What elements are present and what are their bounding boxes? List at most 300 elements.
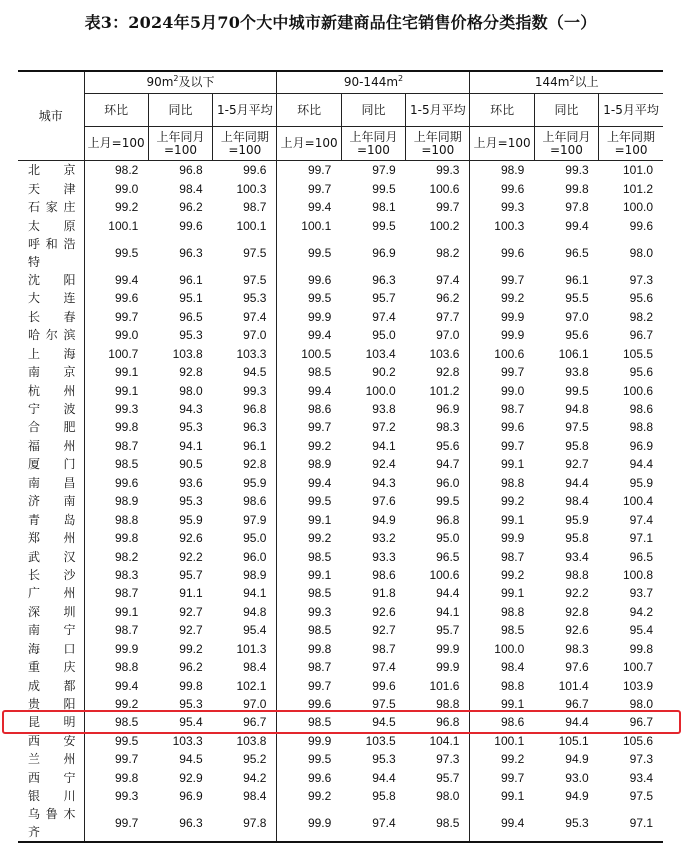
index-value: 96.9 [406,400,470,418]
index-value: 92.8 [179,365,203,380]
index-value: 94.9 [372,512,396,527]
index-value: 99.2 [500,752,525,767]
index-value: 96.3 [179,245,203,260]
index-value: 92.7 [179,604,203,619]
index-value: 99.9 [307,733,332,748]
index-value: 100.0 [622,200,653,215]
index-value: 99.7 [307,420,332,435]
index-value: 99.7 [500,272,525,287]
index-value: 95.4 [629,623,653,638]
city-name: 南京 [18,363,84,381]
index-value: 97.0 [565,309,589,324]
city-name: 南宁 [18,621,84,639]
index-value: 96.9 [372,245,396,260]
city-name: 北京 [18,161,84,180]
table-row [18,455,663,473]
city-name: 西安 [18,732,84,750]
index-value: 94.5 [213,363,277,381]
city-name: 石家庄 [18,198,84,216]
index-value: 98.0 [179,383,203,398]
index-value: 95.0 [372,328,396,343]
table-row [18,510,663,528]
index-value: 96.0 [213,547,277,565]
index-value: 95.9 [179,512,203,527]
index-value: 97.9 [372,163,396,178]
index-value: 98.8 [629,420,653,435]
table-row [18,640,663,658]
base-same-period-last-year: 上年同期=100 [213,127,277,161]
index-value: 98.2 [629,309,653,324]
base-same-period-last-year: 上年同期=100 [599,127,663,161]
index-value: 99.5 [406,492,470,510]
index-value: 92.6 [565,623,589,638]
table-row [18,363,663,381]
table-row [18,400,663,418]
index-value: 98.8 [406,695,470,713]
index-value: 97.4 [213,308,277,326]
index-value: 92.7 [565,457,589,472]
index-value: 91.1 [179,586,203,601]
index-value: 100.1 [301,218,332,233]
index-value: 99.2 [500,291,525,306]
index-value: 93.4 [629,770,653,785]
index-value: 96.1 [213,437,277,455]
index-value: 98.8 [500,678,525,693]
city-name: 宁波 [18,400,84,418]
city-name: 成都 [18,676,84,694]
city-name: 大连 [18,289,84,307]
index-value: 99.1 [114,365,139,380]
index-value: 95.4 [213,621,277,639]
index-value: 93.7 [629,586,653,601]
city-name: 海口 [18,640,84,658]
index-value: 99.2 [307,531,332,546]
table-row [18,474,663,492]
index-value: 99.5 [307,752,332,767]
city-name: 武汉 [18,547,84,565]
index-value: 98.7 [213,198,277,216]
index-value: 100.6 [622,383,653,398]
table-row [18,326,663,344]
table-row [18,732,663,750]
index-value: 97.8 [565,200,589,215]
index-value: 96.8 [213,400,277,418]
index-value: 99.7 [114,309,139,324]
index-value: 96.5 [406,547,470,565]
index-value: 99.1 [500,789,525,804]
index-value: 98.6 [629,402,653,417]
index-value: 98.7 [500,402,525,417]
index-value: 98.2 [114,549,139,564]
index-value: 99.5 [372,218,396,233]
index-value: 97.5 [213,271,277,289]
index-value: 98.4 [565,494,589,509]
index-value: 98.3 [565,641,589,656]
index-value: 98.7 [114,623,139,638]
index-value: 97.4 [372,660,396,675]
index-value: 99.4 [565,218,589,233]
index-value: 92.6 [179,531,203,546]
index-value: 99.0 [500,383,525,398]
index-value: 97.5 [629,789,653,804]
index-value: 97.5 [565,420,589,435]
index-value: 98.8 [500,475,525,490]
index-value: 100.2 [406,216,470,234]
table-row [18,216,663,234]
index-value: 98.6 [307,402,332,417]
index-value: 96.7 [565,697,589,712]
table-row [18,289,663,307]
index-value: 94.8 [565,402,589,417]
index-value: 104.1 [406,732,470,750]
index-value: 97.0 [406,326,470,344]
index-value: 96.5 [565,245,589,260]
index-value: 100.5 [301,346,332,361]
index-value: 95.9 [213,474,277,492]
index-value: 93.8 [565,365,589,380]
index-value: 97.4 [372,309,396,324]
base-same-month-last-year: 上年同月=100 [341,127,405,161]
index-value: 103.9 [622,678,653,693]
index-value: 96.9 [179,789,203,804]
index-value: 98.5 [114,715,139,730]
index-value: 94.4 [406,584,470,602]
index-value: 97.3 [629,272,653,287]
index-value: 94.4 [565,715,589,730]
index-value: 92.4 [372,457,396,472]
index-value: 94.8 [213,603,277,621]
city-name: 重庆 [18,658,84,676]
index-value: 98.3 [406,418,470,436]
index-value: 95.6 [565,328,589,343]
index-value: 96.8 [406,713,470,731]
index-value: 99.5 [307,494,332,509]
index-value: 98.1 [372,200,396,215]
index-value: 99.6 [372,678,396,693]
index-value: 100.4 [622,494,653,509]
index-value: 99.4 [307,200,332,215]
index-value: 98.7 [307,660,332,675]
index-value: 99.1 [114,383,139,398]
index-value: 97.5 [213,235,277,271]
index-value: 90.2 [372,365,396,380]
index-value: 96.3 [372,272,396,287]
index-value: 99.6 [179,218,203,233]
index-value: 97.4 [341,805,405,842]
index-value: 94.2 [629,604,653,619]
table-row [18,547,663,565]
index-value: 96.1 [565,272,589,287]
table-row [18,179,663,197]
index-value: 100.1 [213,216,277,234]
city-name: 广州 [18,584,84,602]
index-value: 99.4 [307,328,332,343]
base-same-month-last-year: 上年同月=100 [148,127,212,161]
city-name: 杭州 [18,381,84,399]
index-value: 99.9 [406,658,470,676]
index-value: 93.6 [179,475,203,490]
city-name: 银川 [18,787,84,805]
label-yoy: 同比 [534,94,598,127]
index-value: 101.4 [558,678,589,693]
index-value: 98.9 [213,566,277,584]
index-value: 103.5 [365,733,396,748]
index-value: 99.1 [500,457,525,472]
table-row [18,695,663,713]
index-value: 97.6 [565,660,589,675]
city-name: 贵阳 [18,695,84,713]
index-value: 99.8 [629,641,653,656]
index-value: 98.4 [500,660,525,675]
index-value: 105.6 [622,733,653,748]
index-value: 93.2 [372,531,396,546]
index-value: 99.7 [307,678,332,693]
index-value: 98.8 [500,604,525,619]
index-value: 99.1 [500,586,525,601]
index-value: 105.5 [622,346,653,361]
index-value: 97.9 [213,510,277,528]
index-value: 102.1 [213,676,277,694]
index-value: 95.3 [213,289,277,307]
index-value: 99.6 [307,272,332,287]
city-name: 天津 [18,179,84,197]
index-value: 96.0 [406,474,470,492]
index-value: 101.6 [406,676,470,694]
index-value: 97.6 [372,494,396,509]
index-value: 99.8 [114,770,139,785]
index-value: 99.0 [114,181,139,196]
index-value: 99.7 [500,365,525,380]
city-column-header: 城市 [18,71,84,161]
table-row [18,769,663,787]
table-row [18,603,663,621]
index-value: 106.1 [558,346,589,361]
table-row [18,566,663,584]
index-value: 99.6 [500,420,525,435]
index-value: 99.1 [114,604,139,619]
index-value: 99.9 [406,640,470,658]
label-yoy: 同比 [341,94,405,127]
index-value: 100.0 [365,383,396,398]
index-value: 92.2 [565,586,589,601]
index-value: 93.3 [372,549,396,564]
city-name: 西宁 [18,769,84,787]
index-value: 95.0 [213,529,277,547]
index-value: 95.0 [406,529,470,547]
index-value: 98.8 [114,512,139,527]
index-value: 99.8 [565,181,589,196]
city-name: 济南 [18,492,84,510]
table-row [18,787,663,805]
base-prev-month: 上月=100 [84,127,148,161]
city-name: 南昌 [18,474,84,492]
index-value: 99.6 [500,181,525,196]
index-value: 99.6 [500,245,525,260]
city-name: 合肥 [18,418,84,436]
index-value: 96.2 [179,200,203,215]
index-value: 98.4 [213,787,277,805]
city-name: 兰州 [18,750,84,768]
index-value: 99.5 [114,245,139,260]
table-row [18,713,663,731]
index-value: 98.7 [500,549,525,564]
index-value: 94.5 [179,752,203,767]
index-value: 99.7 [84,805,148,842]
index-value: 97.5 [372,697,396,712]
table-row [18,381,663,399]
index-value: 98.5 [114,457,139,472]
base-prev-month: 上月=100 [277,127,341,161]
index-value: 95.2 [213,750,277,768]
table-row [18,750,663,768]
index-value: 94.1 [372,438,396,453]
base-same-month-last-year: 上年同月=100 [534,127,598,161]
index-value: 98.2 [114,163,139,178]
index-value: 98.0 [629,245,653,260]
city-name: 郑州 [18,529,84,547]
index-value: 94.4 [629,457,653,472]
label-mom: 环比 [84,94,148,127]
index-value: 99.9 [307,309,332,324]
table-row [18,437,663,455]
index-value: 99.9 [500,309,525,324]
index-value: 100.1 [494,733,525,748]
index-value: 95.4 [179,715,203,730]
index-value: 97.3 [629,752,653,767]
index-value: 94.9 [565,789,589,804]
table-row [18,676,663,694]
index-value: 98.9 [500,163,525,178]
index-value: 95.3 [372,752,396,767]
city-name: 沈阳 [18,271,84,289]
index-value: 99.7 [114,752,139,767]
index-value: 98.9 [114,494,139,509]
index-value: 100.3 [213,179,277,197]
index-value: 90.5 [179,457,203,472]
index-value: 97.4 [629,512,653,527]
index-value: 98.6 [372,567,396,582]
index-value: 94.2 [213,769,277,787]
index-value: 91.8 [372,586,396,601]
index-value: 103.8 [213,732,277,750]
index-value: 95.7 [179,567,203,582]
index-value: 99.3 [213,381,277,399]
index-value: 100.8 [622,567,653,582]
index-value: 99.6 [114,291,139,306]
index-value: 95.3 [534,805,598,842]
table-row [18,492,663,510]
city-name: 长春 [18,308,84,326]
index-value: 95.3 [179,697,203,712]
index-value: 97.0 [213,695,277,713]
index-value: 96.2 [406,289,470,307]
index-value: 94.3 [179,402,203,417]
index-value: 96.8 [179,163,203,178]
index-value: 99.5 [565,383,589,398]
index-value: 100.7 [622,660,653,675]
city-name: 厦门 [18,455,84,473]
index-value: 98.6 [500,715,525,730]
label-ytd-avg: 1-5月平均 [599,94,663,127]
index-value: 99.8 [114,531,139,546]
index-value: 97.8 [213,805,277,842]
index-value: 94.7 [406,455,470,473]
index-value: 94.4 [372,770,396,785]
index-value: 94.3 [372,475,396,490]
index-value: 99.3 [500,200,525,215]
index-value: 95.1 [179,291,203,306]
base-prev-month: 上月=100 [470,127,534,161]
index-value: 95.9 [629,475,653,490]
table-row [18,161,663,180]
index-value: 95.8 [565,438,589,453]
index-value: 98.5 [307,549,332,564]
label-yoy: 同比 [148,94,212,127]
index-value: 95.6 [629,291,653,306]
index-value: 96.1 [179,272,203,287]
index-value: 99.4 [470,805,534,842]
index-value: 96.3 [148,805,212,842]
city-name: 青岛 [18,510,84,528]
index-value: 99.7 [307,181,332,196]
index-value: 99.5 [372,181,396,196]
index-value: 99.7 [500,770,525,785]
city-name: 太原 [18,216,84,234]
price-index-table [18,70,663,843]
index-value: 99.1 [500,697,525,712]
index-value: 100.6 [406,179,470,197]
table-title: 表3：2024年5月70个大中城市新建商品住宅销售价格分类指数（一） [84,13,597,32]
index-value: 97.1 [629,531,653,546]
index-value: 99.0 [114,328,139,343]
index-value: 98.5 [307,623,332,638]
index-value: 96.5 [179,309,203,324]
index-value: 99.4 [307,475,332,490]
index-value: 92.8 [213,455,277,473]
index-value: 101.3 [213,640,277,658]
index-value: 99.7 [406,198,470,216]
city-name: 昆明 [18,713,84,731]
index-value: 99.2 [500,494,525,509]
table-body [18,161,663,843]
index-value: 95.3 [179,420,203,435]
index-value: 98.7 [114,586,139,601]
index-value: 98.8 [114,660,139,675]
index-value: 96.9 [629,438,653,453]
index-value: 100.6 [494,346,525,361]
index-value: 98.3 [114,567,139,582]
index-value: 93.4 [565,549,589,564]
index-value: 99.5 [114,733,139,748]
index-value: 92.6 [372,604,396,619]
city-name: 福州 [18,437,84,455]
index-value: 94.1 [213,584,277,602]
index-value: 98.7 [114,438,139,453]
index-value: 98.9 [307,457,332,472]
table-row [18,529,663,547]
index-value: 99.3 [565,163,589,178]
index-value: 103.8 [172,346,203,361]
index-value: 99.1 [307,567,332,582]
index-value: 92.7 [372,623,396,638]
index-value: 99.3 [114,789,139,804]
index-value: 99.3 [114,402,139,417]
table-row [18,658,663,676]
index-value: 103.4 [365,346,396,361]
index-value: 98.5 [307,365,332,380]
index-value: 99.9 [277,805,341,842]
index-value: 99.2 [179,641,203,656]
